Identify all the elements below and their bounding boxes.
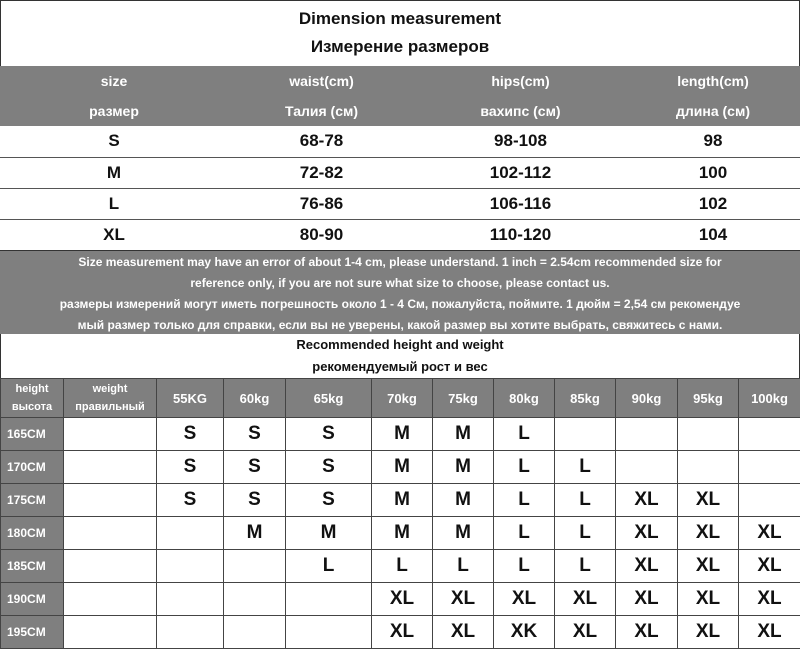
- measurement-header-en: [0, 66, 800, 96]
- weight-header: 95kg: [678, 379, 739, 418]
- note-line: Size measurement may have an error of about 1-4 cm, please understand. 1 inch = 2.54cm recommended size for: [0, 252, 800, 273]
- recommended-size-cell: [224, 550, 286, 583]
- recommended-size-cell: XL: [555, 616, 616, 649]
- weight-header: 65kg: [286, 379, 372, 418]
- recommended-size-cell: [555, 418, 616, 451]
- header-size: size: [0, 66, 228, 96]
- title-block: [0, 0, 800, 66]
- header-hips-ru: вахипс (см): [415, 96, 626, 126]
- header-length-ru: длина (см): [626, 96, 800, 126]
- size-cell: L: [0, 188, 228, 219]
- recommended-size-cell: L: [555, 484, 616, 517]
- weight-header: 85kg: [555, 379, 616, 418]
- header-hips: hips(cm): [415, 66, 626, 96]
- recommended-size-cell: XL: [616, 484, 678, 517]
- weight-header: 60kg: [224, 379, 286, 418]
- length-cell: 98: [626, 126, 800, 157]
- recommended-size-cell: M: [372, 517, 433, 550]
- note-line: размеры измерений могут иметь погрешность около 1 - 4 См, пожалуйста, поймите. 1 дюйм = 2,54 см рекомендуе: [0, 294, 800, 315]
- hips-cell: 98-108: [415, 126, 626, 157]
- length-cell: 100: [626, 157, 800, 188]
- recommend-title-russian: рекомендуемый рост и вес: [1, 356, 799, 378]
- recommended-size-cell: XK: [494, 616, 555, 649]
- recommended-size-cell: XL: [739, 517, 800, 550]
- measurement-row: [0, 157, 800, 188]
- recommended-size-cell: XL: [739, 616, 800, 649]
- recommended-size-cell: M: [372, 484, 433, 517]
- height-label: 185CM: [1, 550, 64, 583]
- recommended-size-cell: XL: [616, 616, 678, 649]
- recommended-size-cell: M: [433, 484, 494, 517]
- measurement-header-ru: [0, 96, 800, 126]
- recommended-size-cell: M: [433, 418, 494, 451]
- recommended-size-cell: S: [224, 484, 286, 517]
- recommended-size-cell: XL: [372, 616, 433, 649]
- weight-header: 75kg: [433, 379, 494, 418]
- size-cell: S: [0, 126, 228, 157]
- corner-weight-en: weight: [93, 383, 128, 395]
- recommended-size-cell: S: [286, 451, 372, 484]
- recommended-size-cell: M: [372, 451, 433, 484]
- measurement-row: [0, 219, 800, 250]
- recommended-size-cell: S: [157, 418, 224, 451]
- recommended-size-cell: L: [372, 550, 433, 583]
- weight-header: 80kg: [494, 379, 555, 418]
- recommended-size-cell: [616, 451, 678, 484]
- weight-spacer-cell: [64, 484, 157, 517]
- recommended-size-cell: [286, 583, 372, 616]
- recommended-size-cell: L: [433, 550, 494, 583]
- height-label: 165CM: [1, 418, 64, 451]
- size-cell: M: [0, 157, 228, 188]
- corner-height-ru: высота: [12, 401, 52, 413]
- recommended-size-cell: XL: [678, 583, 739, 616]
- header-waist: waist(cm): [228, 66, 415, 96]
- height-label: 180CM: [1, 517, 64, 550]
- recommended-size-cell: [157, 583, 224, 616]
- recommended-size-cell: L: [494, 418, 555, 451]
- recommended-size-cell: L: [494, 517, 555, 550]
- recommended-size-cell: XL: [616, 583, 678, 616]
- recommended-size-cell: L: [494, 550, 555, 583]
- height-label: 190CM: [1, 583, 64, 616]
- recommended-size-cell: XL: [494, 583, 555, 616]
- recommended-size-cell: [157, 616, 224, 649]
- size-cell: XL: [0, 219, 228, 250]
- hips-cell: 106-116: [415, 188, 626, 219]
- waist-cell: 76-86: [228, 188, 415, 219]
- recommended-size-cell: S: [157, 484, 224, 517]
- recommended-size-cell: XL: [678, 517, 739, 550]
- grid-row: [1, 451, 800, 484]
- weight-spacer-cell: [64, 451, 157, 484]
- recommended-size-cell: [286, 616, 372, 649]
- recommended-size-cell: S: [286, 418, 372, 451]
- grid-row: [1, 418, 800, 451]
- hips-cell: 110-120: [415, 219, 626, 250]
- grid-row: [1, 583, 800, 616]
- recommended-size-cell: M: [372, 418, 433, 451]
- recommended-size-cell: XL: [555, 583, 616, 616]
- grid-row: [1, 616, 800, 649]
- recommended-size-cell: S: [224, 418, 286, 451]
- title-russian: Измерение размеров: [1, 29, 799, 63]
- recommended-size-cell: XL: [678, 616, 739, 649]
- recommended-size-cell: M: [433, 517, 494, 550]
- recommended-size-cell: XL: [433, 583, 494, 616]
- recommended-size-cell: L: [555, 550, 616, 583]
- header-size-ru: размер: [0, 96, 228, 126]
- recommended-size-cell: [739, 451, 800, 484]
- recommended-size-cell: S: [224, 451, 286, 484]
- recommended-size-cell: [739, 484, 800, 517]
- waist-cell: 72-82: [228, 157, 415, 188]
- recommended-size-cell: XL: [433, 616, 494, 649]
- recommended-size-cell: [157, 550, 224, 583]
- header-length: length(cm): [626, 66, 800, 96]
- waist-cell: 68-78: [228, 126, 415, 157]
- weight-header: 90kg: [616, 379, 678, 418]
- recommended-size-cell: [616, 418, 678, 451]
- measurement-row: [0, 126, 800, 157]
- height-label: 175CM: [1, 484, 64, 517]
- height-label: 195CM: [1, 616, 64, 649]
- weight-spacer-cell: [64, 418, 157, 451]
- recommended-size-cell: [678, 451, 739, 484]
- grid-row: [1, 484, 800, 517]
- recommended-size-cell: XL: [678, 484, 739, 517]
- recommended-size-cell: [678, 418, 739, 451]
- recommended-size-cell: [739, 418, 800, 451]
- note-line: мый размер только для справки, если вы не уверены, какой размер вы хотите выбрать, свяжитесь с нами.: [0, 315, 800, 336]
- corner-weight: [64, 379, 157, 418]
- height-weight-grid: [0, 378, 800, 649]
- hips-cell: 102-112: [415, 157, 626, 188]
- recommended-size-cell: L: [286, 550, 372, 583]
- recommended-size-cell: XL: [616, 550, 678, 583]
- recommended-size-cell: [224, 583, 286, 616]
- corner-weight-ru: правильный: [75, 401, 145, 413]
- recommended-size-cell: XL: [616, 517, 678, 550]
- length-cell: 104: [626, 219, 800, 250]
- recommended-size-cell: M: [433, 451, 494, 484]
- recommended-size-cell: L: [555, 451, 616, 484]
- grid-body: [1, 418, 800, 649]
- weight-spacer-cell: [64, 517, 157, 550]
- recommended-size-cell: XL: [739, 550, 800, 583]
- length-cell: 102: [626, 188, 800, 219]
- recommended-size-cell: M: [224, 517, 286, 550]
- grid-row: [1, 517, 800, 550]
- measurement-note: [0, 250, 800, 334]
- recommended-size-cell: [224, 616, 286, 649]
- recommended-size-cell: XL: [678, 550, 739, 583]
- grid-header-row: [1, 379, 800, 418]
- recommended-size-cell: XL: [739, 583, 800, 616]
- recommended-size-cell: L: [494, 484, 555, 517]
- measurement-row: [0, 188, 800, 219]
- header-waist-ru: Талия (см): [228, 96, 415, 126]
- height-label: 170CM: [1, 451, 64, 484]
- weight-header: 70kg: [372, 379, 433, 418]
- grid-row: [1, 550, 800, 583]
- recommended-size-cell: L: [494, 451, 555, 484]
- note-line: reference only, if you are not sure what size to choose, please contact us.: [0, 273, 800, 294]
- weight-spacer-cell: [64, 616, 157, 649]
- recommend-title-block: [0, 334, 800, 378]
- recommended-size-cell: L: [555, 517, 616, 550]
- weight-spacer-cell: [64, 583, 157, 616]
- weight-header: 55KG: [157, 379, 224, 418]
- measurement-table: [0, 66, 800, 250]
- corner-height: [1, 379, 64, 418]
- recommended-size-cell: M: [286, 517, 372, 550]
- recommended-size-cell: [157, 517, 224, 550]
- title-english: Dimension measurement: [1, 1, 799, 29]
- recommended-size-cell: S: [157, 451, 224, 484]
- waist-cell: 80-90: [228, 219, 415, 250]
- weight-spacer-cell: [64, 550, 157, 583]
- recommend-title-english: Recommended height and weight: [1, 334, 799, 356]
- weight-header: 100kg: [739, 379, 800, 418]
- recommended-size-cell: S: [286, 484, 372, 517]
- corner-height-en: height: [16, 383, 49, 395]
- recommended-size-cell: XL: [372, 583, 433, 616]
